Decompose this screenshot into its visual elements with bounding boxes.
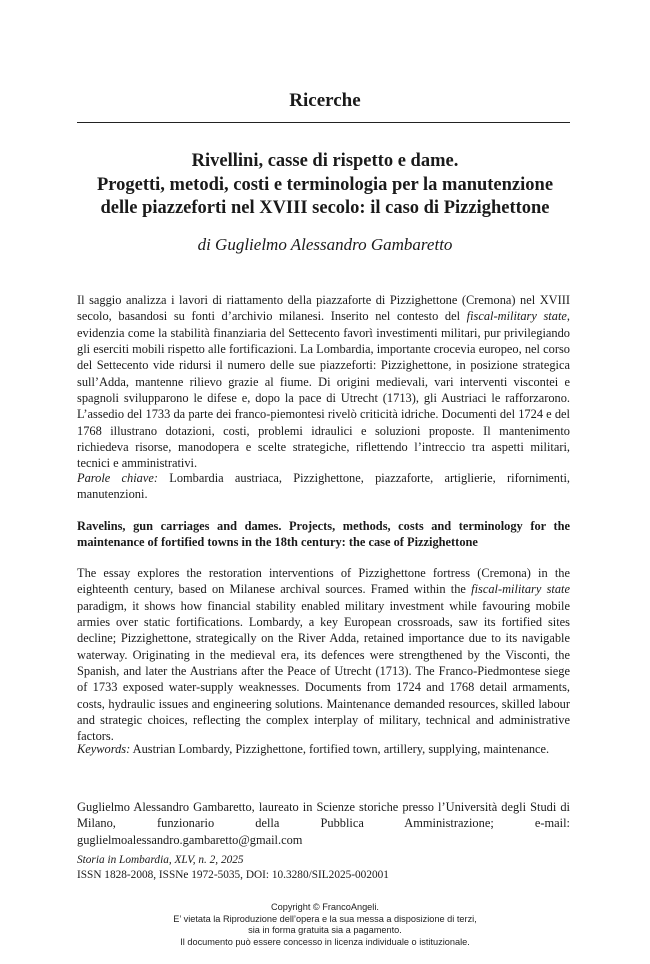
english-title: Ravelins, gun carriages and dames. Projects, methods, costs and terminology for the maintenance of fortified towns in the 18th century: the case of Pizzighettone [77,519,570,549]
abstract-english [77,565,570,745]
copyright-line-3: sia in forma gratuita sia a pagamento. [248,925,402,936]
keywords-italian [77,470,570,503]
header-rule [77,122,570,123]
issn-doi-line: ISSN 1828-2008, ISSNe 1972-5035, DOI: 10.3280/SIL2025-002001 [77,868,389,881]
keywords-english-text: Austrian Lombardy, Pizzighettone, fortified town, artillery, supplying, maintenance. [130,742,550,756]
author-affiliation: Guglielmo Alessandro Gambaretto, laureato in Scienze storiche presso l’Università degli Studi di Milano, funzionario della Pubblica Amministrazione; e-mail: guglielmoalessandro.gambaretto@gmail.com [77,800,570,847]
keywords-italian-label: Parole chiave: [77,471,158,485]
copyright-line-1: Copyright © FrancoAngeli. [271,902,379,912]
abstract-italian-part-1: Il saggio analizza i lavori di riattamento della piazzaforte di Pizzighettone (Cremona) nel XVIII secolo, basandosi su fonti d’archivio milanesi. Inserito nel contesto del [77,293,570,324]
keywords-english-label: Keywords: [77,742,131,756]
copyright-line-2: E’ vietata la Riproduzione dell’opera e la sua messa a disposizione di terzi, [173,913,477,924]
article-title-line-3: delle piazzeforti nel XVIII secolo: il caso di Pizzighettone [100,198,550,218]
keywords-italian-text: Lombardia austriaca, Pizzighettone, piazzaforte, artiglierie, rifornimenti, manutenzioni. [77,471,570,502]
journal-info [77,853,570,882]
author-line: di Guglielmo Alessandro Gambaretto [197,235,453,254]
journal-reference: Storia in Lombardia, XLV, n. 2, 2025 [77,854,244,866]
keywords-english [77,741,570,757]
abstract-italian-part-2: , evidenzia come la stabilità finanziaria del Settecento favorì investimenti militari, pur privilegiando gli eserciti mobili rispetto alle fortificazioni. La Lombardia, importante crocevia europeo, nel corso del Settecento vide ridursi il numero delle sue piazzeforti: Pizzighettone, in posizione strategica sull’Adda, mantenne rilievo grazie al fiume. Di origini medievali, vari interventi viscontei e spagnoli svilupparono le difese e, dopo la pace di Utrecht (1713), gli Austriaci le rafforzarono. L’assedio del 1733 da parte dei franco-piemontesi rivelò criticità idriche. Documenti del 1724 e del 1768 illustrano dotazioni, costi, problemi idraulici e soluzioni proposte. Il mantenimento richiedeva risorse, manodopera e scelte strategiche, riflettendo l’intreccio tra aspetti militari, tecnici e amministrativi. [77,309,570,471]
abstract-english-part-1: The essay explores the restoration interventions of Pizzighettone fortress (Cremona) in the eighteenth century, based on Milanese archival sources. Framed within the [77,566,570,597]
abstract-english-emphasis: fiscal-military state [471,582,570,597]
article-title-line-1: Rivellini, casse di rispetto e dame. [191,151,459,171]
copyright-notice [0,902,650,948]
abstract-english-part-2: paradigm, it shows how financial stability enabled military investment while favouring mobile armies over static fortifications. Lombardy, a key European crossroads, saw its fortified sites decline; Pizzighettone, strategically on the River Adda, retained importance due to its navigable waterway. Originating in the medieval era, its defences were strengthened by the Visconti, the Spanish, and later the Austrians after the Peace of Utrecht (1713). The Franco-Piedmontese siege of 1733 exposed water-supply weaknesses. Documents from 1724 and 1768 detail armaments, costs, hydraulic issues and engineering solutions. Maintenance demanded resources, skilled labour and strategic choices, reflecting the complex interplay of military, technical and administrative factors. [77,598,570,744]
abstract-italian-emphasis: fiscal-military state [466,309,567,324]
article-title-line-2: Progetti, metodi, costi e terminologia per la manutenzione [96,174,554,195]
article-title [60,150,590,221]
abstract-italian [77,292,570,472]
copyright-line-4: Il documento può essere concesso in licenza individuale o istituzionale. [180,936,470,947]
section-title: Ricerche [289,90,361,111]
